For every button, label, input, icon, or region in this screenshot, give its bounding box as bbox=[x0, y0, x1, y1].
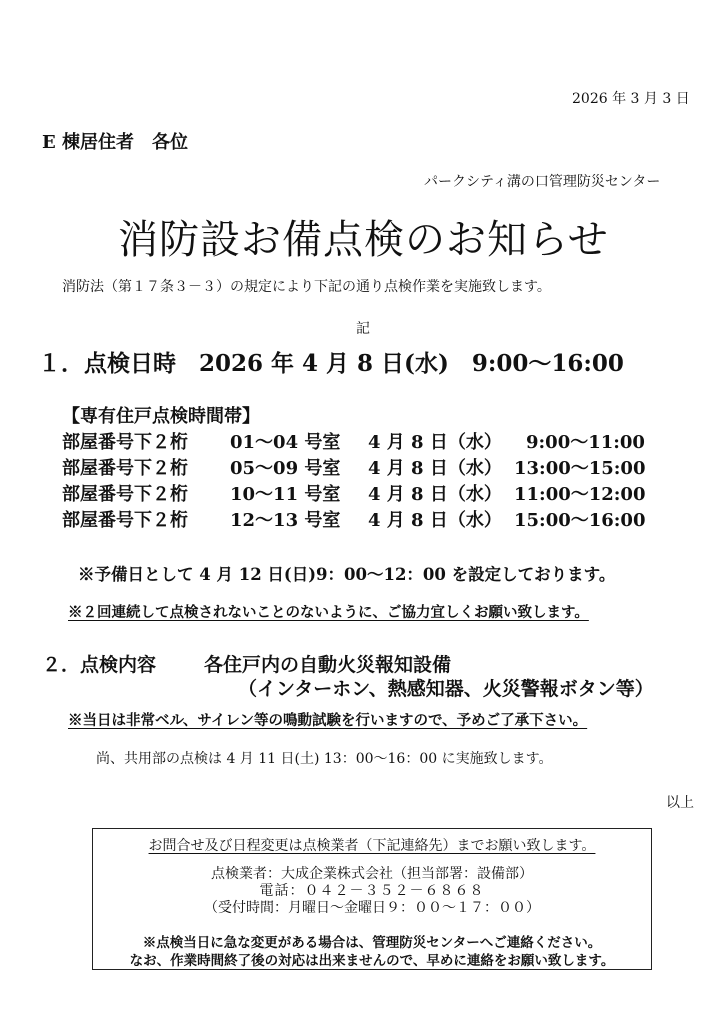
test-warning: ※当日は非常ベル、サイレン等の鳴動試験を行いますので、予めご了承下さい。 bbox=[68, 712, 588, 729]
contact-header: お問合せ及び日程変更は点検業者（下記連絡先）までお願い致します。 bbox=[148, 838, 596, 854]
section1-heading: １．点検日時 2026 年 4 月 8 日(水) 9:00～16:00 bbox=[38, 350, 624, 377]
row-time: 11:00～12:00 bbox=[514, 484, 646, 505]
row-time: 15:00～16:00 bbox=[514, 510, 646, 531]
row-rooms: 05～09 号室 bbox=[230, 458, 341, 479]
contact-hours: （受付時間：月曜日～金曜日９：００～１７：００） bbox=[204, 900, 540, 916]
section2-detail: （インターホン、熱感知器、火災警報ボタン等） bbox=[238, 678, 654, 700]
recipient: E 棟居住者 各位 bbox=[42, 132, 188, 153]
intro-text: 消防法（第１７条３－３）の規定により下記の通り点検作業を実施致します。 bbox=[62, 279, 551, 295]
contact-phone: 電話：０４２－３５２－６８６８ bbox=[259, 883, 485, 899]
section2-heading-content: 各住戸内の自動火災報知設備 bbox=[204, 654, 452, 676]
row-label: 部屋番号下２桁 bbox=[62, 484, 188, 505]
cooperation-note: ※２回連続して点検されないことのないように、ご協力宜しくお願い致します。 bbox=[68, 604, 589, 621]
page-title: 消防設お備点検のお知らせ bbox=[118, 217, 609, 263]
row-rooms: 12～13 号室 bbox=[230, 510, 341, 531]
row-rooms: 01～04 号室 bbox=[230, 432, 341, 453]
contact-note-1: ※点検当日に急な変更がある場合は、管理防災センターへご連絡ください。 bbox=[142, 935, 602, 951]
issue-date: 2026 年 3 月 3 日 bbox=[572, 91, 690, 107]
row-date: 4 月 8 日（水） bbox=[368, 510, 502, 531]
row-time: 9:00～11:00 bbox=[526, 432, 645, 453]
section1-subheading: 【専有住戸点検時間帯】 bbox=[62, 406, 260, 427]
contact-box bbox=[92, 828, 652, 970]
row-time: 13:00～15:00 bbox=[514, 458, 646, 479]
row-date: 4 月 8 日（水） bbox=[368, 458, 502, 479]
row-label: 部屋番号下２桁 bbox=[62, 432, 188, 453]
row-label: 部屋番号下２桁 bbox=[62, 458, 188, 479]
reserve-day-note: ※予備日として 4 月 12 日(日)9：00～12：00 を設定しております。 bbox=[78, 565, 616, 584]
ki-marker: 記 bbox=[356, 321, 370, 337]
section2-heading-label: ２．点検内容 bbox=[42, 654, 157, 676]
contact-company: 点検業者：大成企業株式会社（担当部署：設備部） bbox=[211, 866, 533, 882]
common-area-note: 尚、共用部の点検は 4 月 11 日(土) 13：00～16：00 に実施致します。 bbox=[96, 751, 553, 767]
contact-note-2: なお、作業時間終了後の対応は出来ませんので、早めに連絡をお願い致します。 bbox=[129, 953, 615, 969]
closing-mark: 以上 bbox=[666, 795, 694, 811]
sender: パークシティ溝の口管理防災センター bbox=[424, 174, 661, 190]
row-label: 部屋番号下２桁 bbox=[62, 510, 188, 531]
row-date: 4 月 8 日（水） bbox=[368, 432, 502, 453]
row-date: 4 月 8 日（水） bbox=[368, 484, 502, 505]
row-rooms: 10～11 号室 bbox=[230, 484, 341, 505]
